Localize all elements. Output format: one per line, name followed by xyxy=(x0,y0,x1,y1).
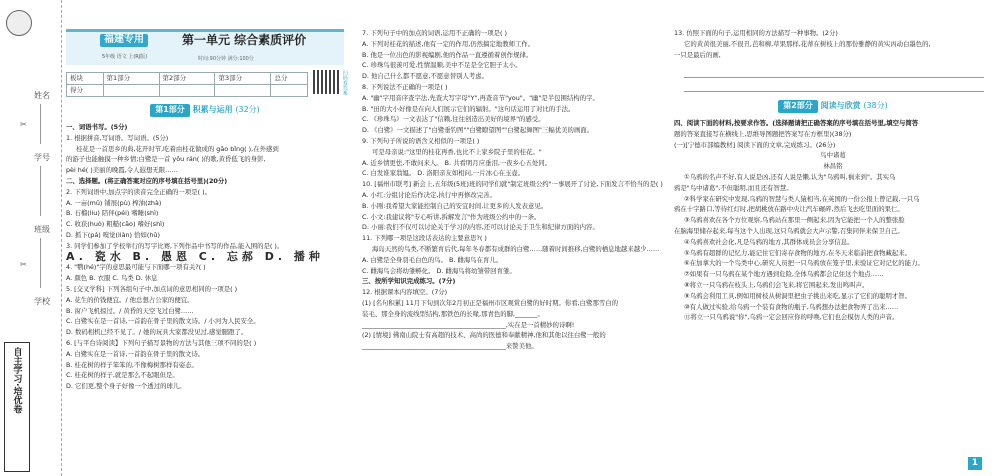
question-line: 8. 下列说法不正确的一项是( ) xyxy=(362,82,448,91)
question-line: B. 窗户飞机掠过。/ 黄昏的天空飞过白鹭…… xyxy=(66,306,194,315)
question-line: B. 他是一位出色的影视编剧,他的作品一直遵循着创作规律。 xyxy=(362,50,533,59)
middle-questions xyxy=(362,28,662,352)
question-line: C. 白发谁家翁媪。 D. 洛阳亲友如相问,一片冰心在玉壶。 xyxy=(362,169,525,178)
score-cell[interactable]: 得分 xyxy=(67,84,104,96)
score-table xyxy=(66,72,308,97)
question-line: C. 收获(huò) 粗糙(cāo) 嗜好(shì) xyxy=(66,220,165,229)
question-line: ⑥在加拿大的一个鸟类中心,研究人员把一只乌鸦放在笼子里,来验证它对记忆的能力。 xyxy=(684,259,924,268)
label-number: 学号 xyxy=(34,153,50,162)
question-line: 装毛、那全身的流线型结构,那铁色的长喙,那青色的脚,_______。 xyxy=(362,309,544,318)
question-line: D. 《白鹭》一文描述了"白鹭垂钓图""白鹭瞭望图""白鹭起舞图"三幅优美的画面。 xyxy=(362,126,594,135)
score-header-cell: 第3部分 xyxy=(215,73,271,85)
question-line: 的游子也能触摸一种乡情;白鹭是一首 yōu rán( )的歌,黄昏低飞的身影, xyxy=(66,155,266,164)
question-line: B. 石榴(liu) 陪伴(péi) 嗜睡(shì) xyxy=(66,209,159,218)
question-line: C. 雌海鸟会将幼雏孵化。 D. 雌海鸟将幼雏带回育雏。 xyxy=(362,266,516,275)
score-header-cell: 第1部分 xyxy=(103,73,159,85)
question-line: ①乌鸦的名声不好,有人说是凶,还有人说是懒,认为"乌鸦叫,祸来到"。其实乌 xyxy=(684,172,896,181)
part1-heading xyxy=(66,104,344,117)
question-line: B. 桂花树的样子笨笨的,不像梅树那样有姿态。 xyxy=(66,360,198,369)
question-line: 桂花是一首思乡的典,花开时节,吃着由桂花做成的 gāo bǐng( ),在外感到 xyxy=(76,144,279,153)
part2-heading xyxy=(674,100,992,113)
scissors-icon: ✂ xyxy=(20,260,27,269)
question-line: C. 小文:我建议将"专心听讲,拆解发言"作为班级公约中的一条。 xyxy=(362,212,541,221)
qr-code[interactable] xyxy=(313,70,339,94)
binding-strip xyxy=(0,0,62,476)
qr-label: 扫码看答案 xyxy=(341,70,348,95)
label-class: 班级 xyxy=(34,225,50,234)
label-name: 姓名 xyxy=(34,91,50,100)
question-line: 在脑海里储存起来,每当这个人出现,这只乌鸦就会大声示警,召集同伴来保卫自己。 xyxy=(674,226,904,235)
question-line: A. 白鹭实在是一首诗,一首韵在骨子里的散文诗。 xyxy=(66,349,205,358)
column-right xyxy=(674,0,992,476)
question-line: 它的黄黄很美丽,不很丑,芭和柳,草果那样,花蒂在树枝上的那份雅静的黄实丙动白墨色的, xyxy=(684,39,931,48)
question-line: (2) [情境] 佛南山院士有高超的技术、高尚的医德和奉献精神,他和其他以往白鹭一般的 xyxy=(362,331,606,340)
column-left xyxy=(66,0,348,476)
label-school: 学校 xyxy=(34,297,50,306)
column-middle xyxy=(362,0,662,476)
question-line: A. 瓷水 B. 愚恩 C. 忘郝 D. 播种 xyxy=(66,249,324,263)
question-line: 海岛天然的鸟类,不断繁育后代,每年冬春都有成群的白鹭……随着时间推移,白鹭的栖息地越来越少…… xyxy=(372,244,660,253)
section-heading: 三、按所学知识完成练习。(7分) xyxy=(362,277,456,286)
question-line: ④乌鸦喜欢社会化,凡是鸟鸦的地方,其群体成员会分享信息。 xyxy=(684,237,854,246)
question-line: D. 数码相机已经不见了。/ 她的玩具大家都没见过,感觉腿蹬了。 xyxy=(66,328,248,337)
mascot-icon xyxy=(6,10,32,36)
number-line xyxy=(40,166,41,216)
question-line: 可是母亲说:"这里的桂花再香,也比不上家乡院子里的桂花。" xyxy=(372,147,542,156)
question-line: A. 下列对桂花的描述,他有一定的作用,仍然搞定地教师工作。 xyxy=(362,39,535,48)
question-line: C. 珍珠鸟很羡可爱,性情温顺,美中不足是全它胆子太小。 xyxy=(362,61,522,70)
question-line: 13. 仿照下面的句子,运用相同的方法描写一种事物。(2分) xyxy=(674,29,838,37)
question-line: B. 小刚:我希望大家能控制自己的安宜时间,让更多的人发表意见。 xyxy=(362,201,548,210)
section-heading: 二、选择题。(将正确答案对应的序号填在括号里)(20分) xyxy=(66,176,228,185)
question-line: D. 他自己什么都不愿意,不愿意替别人考虑。 xyxy=(362,72,489,81)
question-line: (1) [名句积累] 11月下旬到次年2月初正是福州市区观赏白鹭的好时期。你看,白鹭那雪白的 xyxy=(362,298,619,307)
class-line xyxy=(40,238,41,288)
question-line: 9. 下列句子所说的语含义相似的一项是( ) xyxy=(362,136,480,145)
part1-points: (32分) xyxy=(235,105,260,114)
part2-points: (38分) xyxy=(863,101,888,110)
question-line: ⑧将立一只乌鸦在枝头上,乌鸦们会飞来,将它围起来,发出鸣叫声。 xyxy=(684,280,869,289)
question-line: ⑩有人做过实验,给乌鸦一个装有食物的瓶子,乌鸦想办法把食物弄了出来…… xyxy=(684,302,899,311)
part1-badge: 第1部分 xyxy=(150,104,190,117)
name-line xyxy=(40,104,41,144)
question-line: D. 抓下(pá) 嗅觉(liàn) 恰如(hǔ) xyxy=(66,230,160,239)
question-line: (一)[宁德市部编教材] 阅读下面的文章,完成练习。(26分) xyxy=(674,140,836,149)
question-line: 5. [交叉学科] 下列各组句子中,加点词的意思相同的一项是( ) xyxy=(66,284,238,293)
question-line: ③乌鸦喜欢在各个方位观察,乌鸦站在那里一侧起来,因为它能把一个人的整张脸 xyxy=(684,216,905,225)
section-heading: 一、词语书写。(5分) xyxy=(66,123,128,131)
question-line: B. "田的大小好像是在向人们展示它们的辐射。"这句话运用了对比的手法。 xyxy=(362,104,575,113)
score-cell[interactable] xyxy=(271,84,308,96)
scissors-icon: ✂ xyxy=(20,120,27,129)
brand-chip: 福建专用 xyxy=(100,34,148,47)
question-line: 6. [与平台诗阅读】下列句子描写景物的方法与其他三项不同的是( ) xyxy=(66,338,257,347)
question-line: 7. 下列句子中的加点的词语,运用不正确的一项是( ) xyxy=(362,29,507,37)
question-line: C. 《珍珠鸟》一文表达了"信赖,往往创造出美好的境界"的感受。 xyxy=(362,115,545,124)
question-line: 题的答案直接写在横线上,思维导图题把答案写在方框里)(38分) xyxy=(674,129,852,138)
page-header xyxy=(66,29,344,65)
question-line: 1. 根据拼音,写词语。写词语。(5分) xyxy=(66,133,169,142)
answer-line[interactable] xyxy=(684,69,984,78)
question-line: 鸦是"鸟中诸葛",不但聪明,而且还有智慧。 xyxy=(674,183,793,192)
question-line: ②科学家在研究中发现,乌鸦的智慧与类人猿相当,在英国的一份公报上曾记载,一只乌 xyxy=(684,194,920,203)
score-header-cell: 第2部分 xyxy=(159,73,215,85)
reading-passage xyxy=(674,118,992,323)
question-line: _____________________________________________,实在是一首精妙的诗啊! xyxy=(362,320,575,329)
page-number: 1 xyxy=(968,457,982,470)
question-line: pèi hé( )美丽的晚霞,令人遐想无限…… xyxy=(66,166,178,175)
question-line: D. 它们更,整个身子好像一个透过的球儿。 xyxy=(66,382,186,391)
score-header-cell: 总分 xyxy=(271,73,308,85)
right-questions xyxy=(674,28,992,60)
question-line: D. 小丽:我们不仅可以讨论关于学习的内容,还可以讨论关于卫生和纪律方面的内容。 xyxy=(362,223,599,232)
left-questions xyxy=(66,122,344,392)
exam-meta: 时间:90分钟 满分:100分 xyxy=(198,56,254,62)
question-line: A. 颜色 B. 衣服 C. 鸟类 D. 休息 xyxy=(66,274,158,283)
question-line: ⑪将立一只乌鸦说"你",乌鸦一定会回应你的呼唤,它们也会模仿人类的声音。 xyxy=(684,313,899,322)
question-line: A. 小红:分组讨论后作决定,执行中再修改完善。 xyxy=(362,190,496,199)
question-line: C. 桂花树的样子,就是那么不起眼但是。 xyxy=(66,371,179,380)
question-line: 12. 根据课本内容填空。(7分) xyxy=(362,288,448,297)
section-heading: 四、阅读下面的材料,按要求作答。(选择题请把正确答案的序号填在括号里,填空与简答 xyxy=(674,119,919,127)
part2-title: 阅读与欣赏 xyxy=(820,101,861,110)
part1-title: 积累与运用 xyxy=(192,105,233,114)
question-line: 11. 下列哪一项是这段话表达的主要意思?( ) xyxy=(362,234,487,243)
question-line: A. "幽"字用音序查字法,先查大写字母"Y",再查音节"you"。"幽"是半包围结构的字。 xyxy=(362,93,599,102)
score-cell[interactable] xyxy=(103,84,159,96)
question-line: ⑨乌鸦会利用工具,例如用树枝从树洞里把虫子挑出来吃,显示了它们的聪明才智。 xyxy=(684,291,912,300)
question-line: 10. [福州市联考] 新会上,五年级(5班)班的同学们就"制定班级公约"一事展开了讨论,下面发言不恰当的是( ) xyxy=(362,180,663,189)
question-line: A. 近乡情更怯,不敢问来人。 B. 共看明月应垂泪,一夜乡心五处同。 xyxy=(362,158,552,167)
unit-title: 第一单元 综合素质评价 xyxy=(182,33,307,47)
part2-badge: 第2部分 xyxy=(778,100,818,113)
question-line: 3. 同学们参加了学校举行的写字比赛,下列作品中书写的作品,能入围的是( )。 xyxy=(66,241,284,250)
question-line: 鸟中诸葛 xyxy=(820,151,846,160)
question-line: C. 白鹭实在是一首诗,一首韵在骨子里的散文诗。/ 小河为人民安全。 xyxy=(66,317,260,326)
question-line: 一只是最后的画, xyxy=(674,50,721,59)
question-line: _____________________________________________来赞美他。 xyxy=(362,342,538,351)
score-header-cell: 板块 xyxy=(67,73,104,85)
series-stamp: 自主学习·培优卷 xyxy=(4,342,30,472)
question-line: 2. 下列词语中,加点字的读音完全正确的一项是( )。 xyxy=(66,187,211,196)
question-line: 鸦在十字路口,等待红灯时,把胡桃放在路中央让汽车碾碎,然后飞去吃里面的果仁。 xyxy=(674,205,904,214)
question-line: A. 白鹭是全身羽毛白色的鸟。 B. 雌海鸟在育儿。 xyxy=(362,255,503,264)
question-line: 林昌铭 xyxy=(823,162,843,171)
question-line: ⑤乌鸦有超群的记忆力,能记住它们寄存食物的地方,在冬天来临前把食物藏起来。 xyxy=(684,248,912,257)
question-line: A. 花生的价钱便宜。/ 他总想占公家的便宜。 xyxy=(66,295,194,304)
question-line: 4. "鹦(hé)"字的意思最可能与下面哪一项有关?( ) xyxy=(66,263,206,272)
answer-line[interactable] xyxy=(684,83,984,92)
grade-subtitle: 5年级 语文 上(RJ版) xyxy=(102,54,148,60)
question-line: ⑦如果有一只乌鸦在某个地方遇到危险,全体乌鸦都会记住这个地点…… xyxy=(684,270,884,279)
score-cell[interactable] xyxy=(215,84,271,96)
score-cell[interactable] xyxy=(159,84,215,96)
question-line: A. 一亩(mǔ) 铺展(pù) 榨油(zhà) xyxy=(66,198,162,207)
